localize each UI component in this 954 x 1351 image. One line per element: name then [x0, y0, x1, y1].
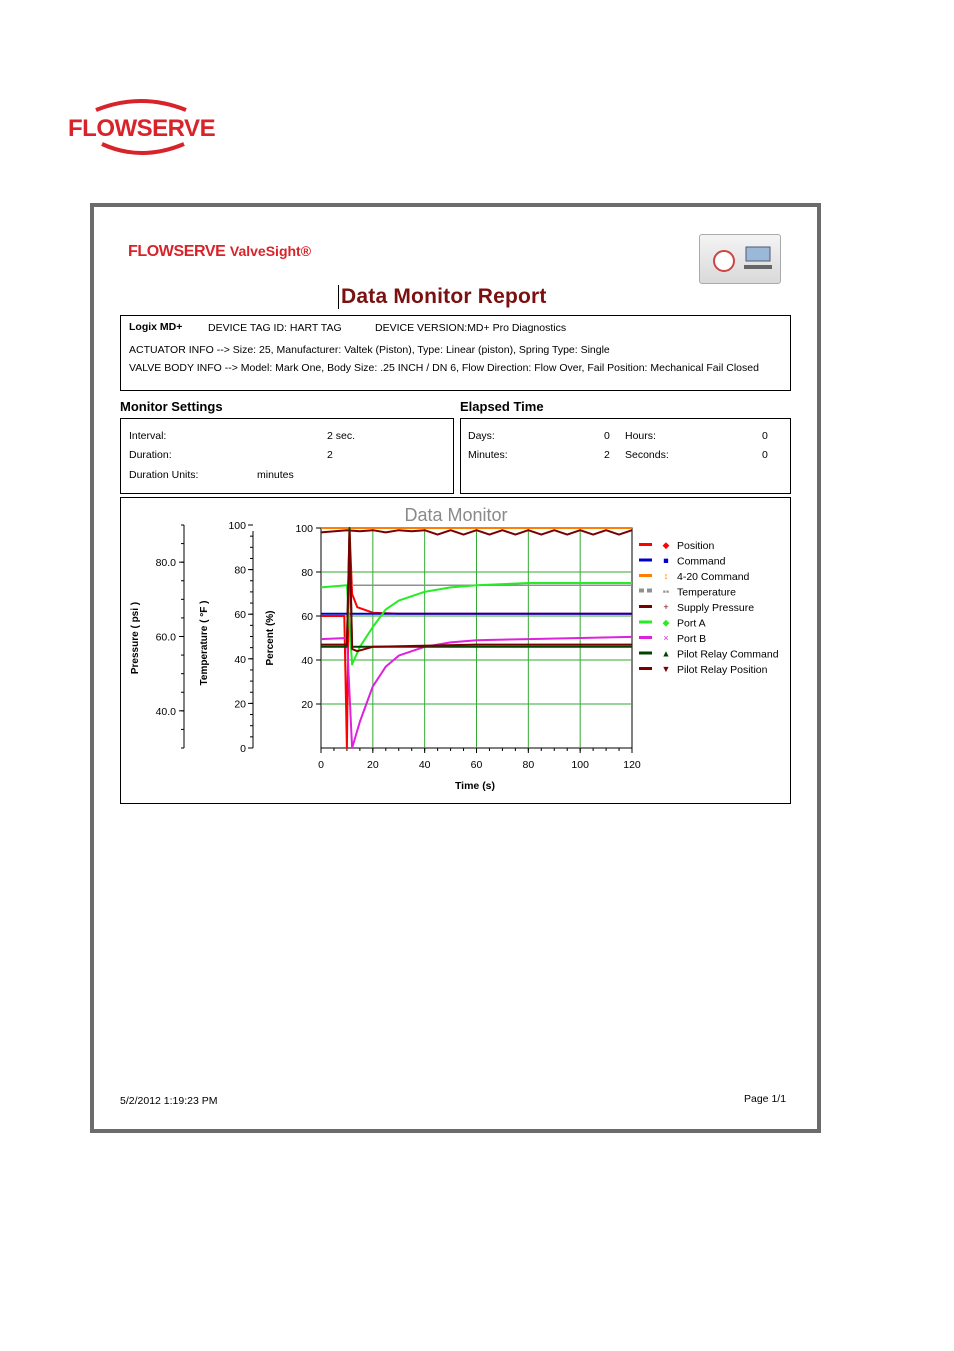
temperature-tick-label: 20	[234, 698, 246, 711]
y-tick-label: 20	[301, 699, 313, 711]
legend-swatch-pilot-relay-command	[639, 652, 652, 655]
legend-swatch-4-20-command	[639, 574, 652, 577]
pressure-tick-label: 80.0	[155, 557, 176, 570]
brand-product: ValveSight®	[229, 243, 312, 259]
x-tick-label: 120	[623, 759, 641, 771]
legend-label-pilot-relay-position: Pilot Relay Position	[677, 664, 768, 676]
report-header-logo	[128, 243, 311, 261]
legend-marker-command: ■	[663, 555, 669, 566]
days-value: 0	[604, 430, 610, 442]
legend-label-pilot-relay-command: Pilot Relay Command	[677, 648, 779, 661]
x-tick-label: 60	[470, 759, 483, 771]
seconds-label: Seconds:	[625, 449, 669, 461]
y-tick-label: 80	[301, 567, 313, 579]
footer-timestamp: 5/2/2012 1:19:23 PM	[120, 1095, 218, 1107]
positioner-icon	[700, 235, 780, 283]
days-label: Days:	[468, 430, 495, 442]
elapsed-time-panel	[460, 418, 791, 494]
monitor-settings-title: Monitor Settings	[120, 399, 223, 414]
device-info-panel	[120, 315, 791, 391]
y-axis-label: Percent (%)	[265, 610, 276, 666]
hours-label: Hours:	[625, 430, 656, 442]
legend-label-position: Position	[677, 540, 715, 552]
legend-swatch-position	[639, 543, 652, 546]
legend-label-command: Command	[677, 555, 726, 568]
hours-value: 0	[762, 430, 768, 442]
legend-label-port-b: Port B	[677, 633, 707, 645]
x-tick-label: 80	[522, 759, 535, 771]
temperature-tick-label: 60	[234, 609, 246, 622]
chart-panel	[120, 497, 791, 804]
legend-marker-port-b: ×	[663, 633, 669, 643]
interval-label: Interval:	[129, 430, 167, 442]
y-tick-label: 100	[295, 523, 313, 535]
device-tag: DEVICE TAG ID: HART TAG	[208, 322, 342, 334]
temperature-tick-label: 0	[240, 743, 246, 755]
interval-value: 2 sec.	[327, 430, 356, 442]
y-tick-label: 60	[301, 611, 313, 623]
seconds-value: 0	[762, 449, 768, 461]
report-page	[90, 203, 821, 1133]
flowserve-logo-graphic	[66, 96, 216, 158]
legend-label-supply-pressure: Supply Pressure	[677, 602, 755, 614]
device-version: DEVICE VERSION:MD+ Pro Diagnostics	[375, 322, 567, 334]
data-monitor-chart	[121, 498, 790, 803]
y-tick-label: 40	[301, 655, 313, 667]
legend-swatch-supply-pressure	[639, 605, 652, 608]
pressure-tick-label: 60.0	[155, 631, 176, 644]
footer-page: Page 1/1	[744, 1093, 787, 1105]
legend-marker-port-a: ◆	[662, 617, 670, 628]
legend-swatch-command	[639, 559, 652, 562]
chart-title: Data Monitor	[404, 505, 508, 525]
x-tick-label: 0	[318, 759, 324, 771]
valve-body-info: VALVE BODY INFO --> Model: Mark One, Body Size: .25 INCH / DN 6, Flow Direction: Flow Over, Fail Position: Mechanical Fail Closed	[129, 362, 759, 374]
x-tick-label: 20	[366, 759, 379, 771]
legend-marker-pilot-relay-command: ▲	[661, 648, 671, 659]
temperature-tick-label: 40	[234, 653, 246, 666]
brand-name: FLOWSERVE	[128, 243, 226, 260]
duration-value: 2	[327, 449, 333, 461]
legend-marker-pilot-relay-position: ▼	[661, 664, 671, 674]
report-title: Data Monitor Report	[341, 285, 547, 308]
actuator-info: ACTUATOR INFO --> Size: 25, Manufacturer: Valtek (Piston), Type: Linear (piston), Spring Type: Single	[129, 344, 610, 356]
duration-label: Duration:	[129, 449, 172, 461]
x-tick-label: 100	[571, 759, 589, 771]
legend-label-temperature: Temperature	[677, 586, 736, 599]
monitor-settings-panel	[120, 418, 454, 494]
legend-label-4-20-command: 4-20 Command	[677, 571, 750, 583]
flowserve-logo	[66, 96, 216, 158]
temperature-tick-label: 80	[234, 564, 246, 577]
temperature-axis-label: Temperature ( °F )	[199, 600, 210, 686]
svg-text:FLOWSERVE: FLOWSERVE	[68, 115, 216, 142]
temperature-tick-label: 100	[228, 520, 246, 532]
legend-swatch-pilot-relay-position	[639, 667, 652, 670]
legend-marker-position: ◆	[662, 540, 670, 550]
duration-units-label: Duration Units:	[129, 469, 199, 481]
positioner-device-image	[699, 234, 781, 284]
legend-swatch-port-b	[639, 636, 652, 639]
duration-units-value: minutes	[257, 469, 294, 481]
minutes-label: Minutes:	[468, 449, 508, 461]
legend-marker-temperature: ▪▪	[662, 586, 670, 597]
legend-marker-supply-pressure: +	[663, 602, 669, 612]
pressure-axis-label: Pressure ( psi )	[130, 601, 141, 675]
pressure-tick-label: 40.0	[155, 705, 176, 718]
legend-swatch-temperature	[639, 589, 644, 593]
legend-swatch-temperature	[647, 589, 652, 593]
legend-label-port-a: Port A	[677, 617, 706, 630]
elapsed-time-title: Elapsed Time	[460, 399, 544, 414]
legend-swatch-port-a	[639, 621, 652, 624]
device-model: Logix MD+	[129, 321, 183, 333]
minutes-value: 2	[604, 449, 610, 461]
x-tick-label: 40	[418, 759, 431, 771]
legend-marker-4-20-command: ↕	[663, 571, 669, 581]
x-axis-label: Time (s)	[454, 780, 496, 792]
legend	[639, 540, 779, 676]
report-title-box	[338, 285, 547, 309]
